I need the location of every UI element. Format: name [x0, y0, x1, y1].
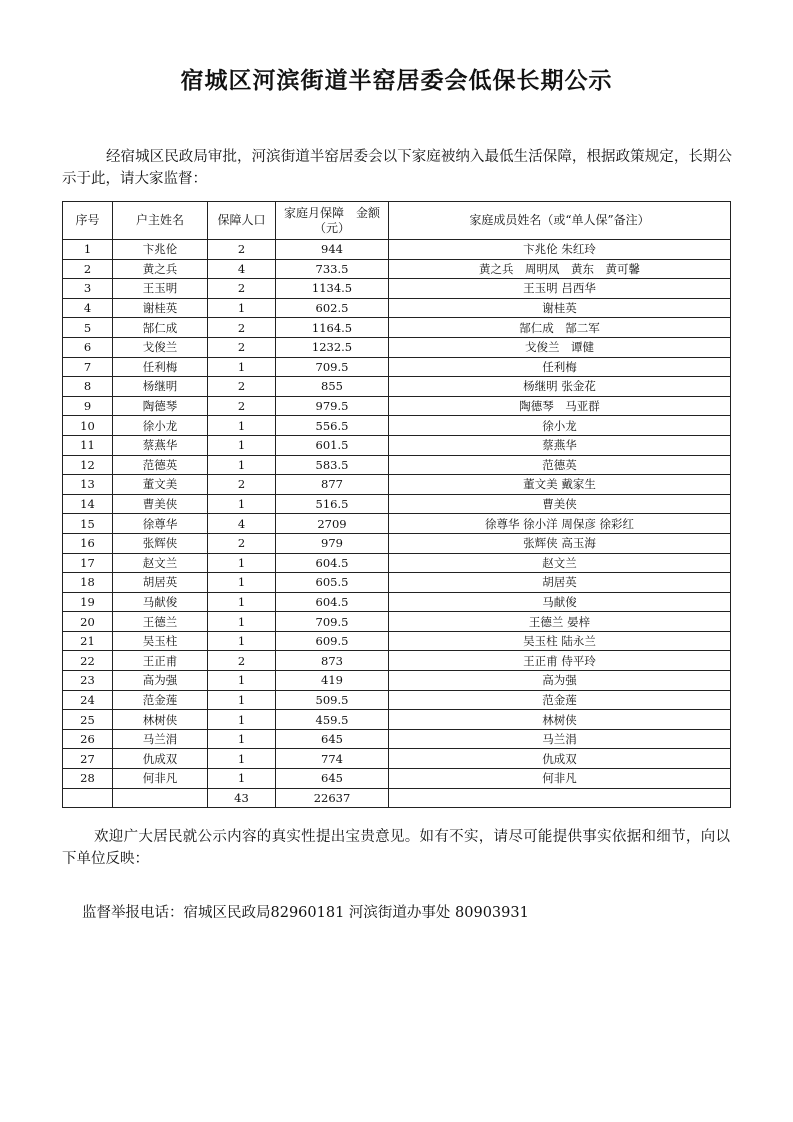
table-cell: 王玉明	[113, 279, 208, 299]
table-row	[63, 631, 731, 651]
table-cell: 10	[63, 416, 113, 436]
recipient-table	[62, 201, 731, 808]
table-cell: 1	[208, 357, 276, 377]
table-cell: 2	[208, 377, 276, 397]
table-cell: 陶德琴	[113, 396, 208, 416]
table-row	[63, 573, 731, 593]
table-cell: 1	[208, 573, 276, 593]
table-cell: 陶德琴 马亚群	[389, 396, 731, 416]
table-header-row	[63, 202, 731, 240]
total-cell: 22637	[276, 788, 389, 807]
outro-text: 欢迎广大居民就公示内容的真实性提出宝贵意见。如有不实，请尽可能提供事实依据和细节，向以下单位反映：	[62, 829, 730, 867]
table-cell: 任利梅	[389, 357, 731, 377]
table-cell: 1164.5	[276, 318, 389, 338]
table-cell: 645	[276, 769, 389, 789]
table-row	[63, 749, 731, 769]
table-row	[63, 259, 731, 279]
table-cell: 2	[208, 318, 276, 338]
table-cell: 徐尊华	[113, 514, 208, 534]
table-cell: 仇成双	[389, 749, 731, 769]
table-cell: 604.5	[276, 592, 389, 612]
table-cell: 杨继明	[113, 377, 208, 397]
table-cell: 459.5	[276, 710, 389, 730]
table-cell: 7	[63, 357, 113, 377]
table-cell: 26	[63, 729, 113, 749]
table-cell: 8	[63, 377, 113, 397]
table-cell: 1	[208, 710, 276, 730]
table-row	[63, 690, 731, 710]
table-cell: 4	[208, 259, 276, 279]
table-cell: 877	[276, 475, 389, 495]
table-row	[63, 298, 731, 318]
table-cell: 4	[208, 514, 276, 534]
table-cell: 何非凡	[113, 769, 208, 789]
table-cell: 王正甫 侍平玲	[389, 651, 731, 671]
table-cell: 855	[276, 377, 389, 397]
table-cell: 516.5	[276, 494, 389, 514]
table-cell: 2	[208, 279, 276, 299]
table-cell: 17	[63, 553, 113, 573]
table-cell: 979	[276, 533, 389, 553]
table-cell: 吴玉柱	[113, 631, 208, 651]
header-cell: 家庭月保障 金额（元）	[276, 202, 389, 240]
contact-line: 监督举报电话：宿城区民政局82960181 河滨街道办事处 80903931	[82, 905, 529, 921]
table-cell: 徐尊华 徐小洋 周保彦 徐彩红	[389, 514, 731, 534]
table-cell: 24	[63, 690, 113, 710]
table-cell: 高为强	[389, 671, 731, 691]
header-cell: 户主姓名	[113, 202, 208, 240]
table-cell: 任利梅	[113, 357, 208, 377]
table-cell: 709.5	[276, 357, 389, 377]
table-cell: 1134.5	[276, 279, 389, 299]
table-cell: 戈俊兰	[113, 337, 208, 357]
table-cell: 2	[208, 651, 276, 671]
table-cell: 范金莲	[113, 690, 208, 710]
table-cell: 徐小龙	[389, 416, 731, 436]
table-cell: 赵文兰	[113, 553, 208, 573]
table-cell: 733.5	[276, 259, 389, 279]
total-cell: 43	[208, 788, 276, 807]
table-row	[63, 514, 731, 534]
table-cell: 范金莲	[389, 690, 731, 710]
table-cell: 3	[63, 279, 113, 299]
table-row	[63, 769, 731, 789]
table-cell: 卞兆伦	[113, 240, 208, 260]
table-row	[63, 651, 731, 671]
table-cell: 19	[63, 592, 113, 612]
table-cell: 2	[63, 259, 113, 279]
table-row	[63, 337, 731, 357]
table-cell: 曹美侠	[389, 494, 731, 514]
table-cell: 709.5	[276, 612, 389, 632]
table-cell: 张辉侠 高玉海	[389, 533, 731, 553]
table-cell: 11	[63, 435, 113, 455]
table-cell: 1	[208, 494, 276, 514]
table-body	[63, 240, 731, 808]
table-cell: 王德兰 晏梓	[389, 612, 731, 632]
table-cell: 徐小龙	[113, 416, 208, 436]
total-cell	[113, 788, 208, 807]
table-cell: 1	[208, 298, 276, 318]
table-cell: 601.5	[276, 435, 389, 455]
table-cell: 28	[63, 769, 113, 789]
table-row	[63, 377, 731, 397]
total-cell	[389, 788, 731, 807]
table-cell: 范德英	[113, 455, 208, 475]
table-cell: 22	[63, 651, 113, 671]
table-cell: 1	[63, 240, 113, 260]
table-cell: 1	[208, 690, 276, 710]
table-cell: 2	[208, 396, 276, 416]
table-row	[63, 240, 731, 260]
intro-text: 经宿城区民政局审批，河滨街道半窑居委会以下家庭被纳入最低生活保障，根据政策规定，长期公示于此，请大家监督：	[62, 149, 732, 187]
table-cell: 胡居英	[389, 573, 731, 593]
header-cell: 序号	[63, 202, 113, 240]
table-row	[63, 494, 731, 514]
table-row	[63, 612, 731, 632]
table-cell: 13	[63, 475, 113, 495]
table-cell: 2	[208, 337, 276, 357]
table-cell: 645	[276, 729, 389, 749]
table-cell: 郜仁成 郜二军	[389, 318, 731, 338]
table-cell: 董文美 戴家生	[389, 475, 731, 495]
table-row	[63, 435, 731, 455]
table-cell: 604.5	[276, 553, 389, 573]
table-row	[63, 357, 731, 377]
table-cell: 20	[63, 612, 113, 632]
table-cell: 9	[63, 396, 113, 416]
table-cell: 2	[208, 533, 276, 553]
table-cell: 1	[208, 553, 276, 573]
table-cell: 黄之兵	[113, 259, 208, 279]
table-cell: 602.5	[276, 298, 389, 318]
table-cell: 马献俊	[389, 592, 731, 612]
table-cell: 419	[276, 671, 389, 691]
table-cell: 605.5	[276, 573, 389, 593]
table-cell: 1	[208, 749, 276, 769]
table-cell: 873	[276, 651, 389, 671]
table-cell: 林树侠	[113, 710, 208, 730]
table-cell: 774	[276, 749, 389, 769]
table-cell: 18	[63, 573, 113, 593]
table-cell: 仇成双	[113, 749, 208, 769]
table-cell: 15	[63, 514, 113, 534]
table-cell: 蔡燕华	[389, 435, 731, 455]
table-cell: 25	[63, 710, 113, 730]
table-cell: 27	[63, 749, 113, 769]
table-cell: 23	[63, 671, 113, 691]
table-cell: 王玉明 吕西华	[389, 279, 731, 299]
table-cell: 杨继明 张金花	[389, 377, 731, 397]
table-cell: 16	[63, 533, 113, 553]
table-cell: 高为强	[113, 671, 208, 691]
table-cell: 2	[208, 475, 276, 495]
table-cell: 5	[63, 318, 113, 338]
table-cell: 12	[63, 455, 113, 475]
table-cell: 黄之兵 周明凤 黄东 黄可馨	[389, 259, 731, 279]
table-cell: 1	[208, 592, 276, 612]
total-row	[63, 788, 731, 807]
table-cell: 范德英	[389, 455, 731, 475]
table-row	[63, 396, 731, 416]
table-cell: 王正甫	[113, 651, 208, 671]
table-cell: 1	[208, 612, 276, 632]
table-row	[63, 671, 731, 691]
outro-paragraph	[62, 826, 730, 870]
table-cell: 944	[276, 240, 389, 260]
page-title: 宿城区河滨街道半窑居委会低保长期公示	[180, 68, 613, 94]
table-cell: 赵文兰	[389, 553, 731, 573]
table-row	[63, 592, 731, 612]
table-cell: 979.5	[276, 396, 389, 416]
table-cell: 谢桂英	[113, 298, 208, 318]
table-row	[63, 553, 731, 573]
table-cell: 马献俊	[113, 592, 208, 612]
table-cell: 1	[208, 455, 276, 475]
table-cell: 马兰涓	[389, 729, 731, 749]
table-cell: 曹美侠	[113, 494, 208, 514]
table-cell: 21	[63, 631, 113, 651]
table-cell: 蔡燕华	[113, 435, 208, 455]
table-cell: 609.5	[276, 631, 389, 651]
total-cell	[63, 788, 113, 807]
table-cell: 4	[63, 298, 113, 318]
table-cell: 6	[63, 337, 113, 357]
table-row	[63, 533, 731, 553]
table-cell: 吴玉柱 陆永兰	[389, 631, 731, 651]
table-cell: 1232.5	[276, 337, 389, 357]
table-row	[63, 455, 731, 475]
table-row	[63, 416, 731, 436]
table-cell: 戈俊兰 谭健	[389, 337, 731, 357]
table-cell: 马兰涓	[113, 729, 208, 749]
table-cell: 董文美	[113, 475, 208, 495]
table-row	[63, 729, 731, 749]
table-cell: 卞兆伦 朱红玲	[389, 240, 731, 260]
table-cell: 14	[63, 494, 113, 514]
intro-paragraph	[62, 146, 732, 190]
header-cell: 家庭成员姓名（或“单人保”备注）	[389, 202, 731, 240]
table-cell: 1	[208, 416, 276, 436]
table-cell: 1	[208, 435, 276, 455]
table-cell: 1	[208, 671, 276, 691]
header-cell: 保障人口	[208, 202, 276, 240]
table-cell: 王德兰	[113, 612, 208, 632]
table-cell: 2	[208, 240, 276, 260]
table-row	[63, 710, 731, 730]
table-cell: 张辉侠	[113, 533, 208, 553]
table-cell: 谢桂英	[389, 298, 731, 318]
table-cell: 胡居英	[113, 573, 208, 593]
table-row	[63, 279, 731, 299]
table-cell: 何非凡	[389, 769, 731, 789]
table-cell: 郜仁成	[113, 318, 208, 338]
table-cell: 556.5	[276, 416, 389, 436]
table-cell: 1	[208, 769, 276, 789]
table-row	[63, 475, 731, 495]
table-cell: 林树侠	[389, 710, 731, 730]
table-cell: 583.5	[276, 455, 389, 475]
table-row	[63, 318, 731, 338]
table-cell: 2709	[276, 514, 389, 534]
table-cell: 509.5	[276, 690, 389, 710]
table-cell: 1	[208, 631, 276, 651]
table-cell: 1	[208, 729, 276, 749]
